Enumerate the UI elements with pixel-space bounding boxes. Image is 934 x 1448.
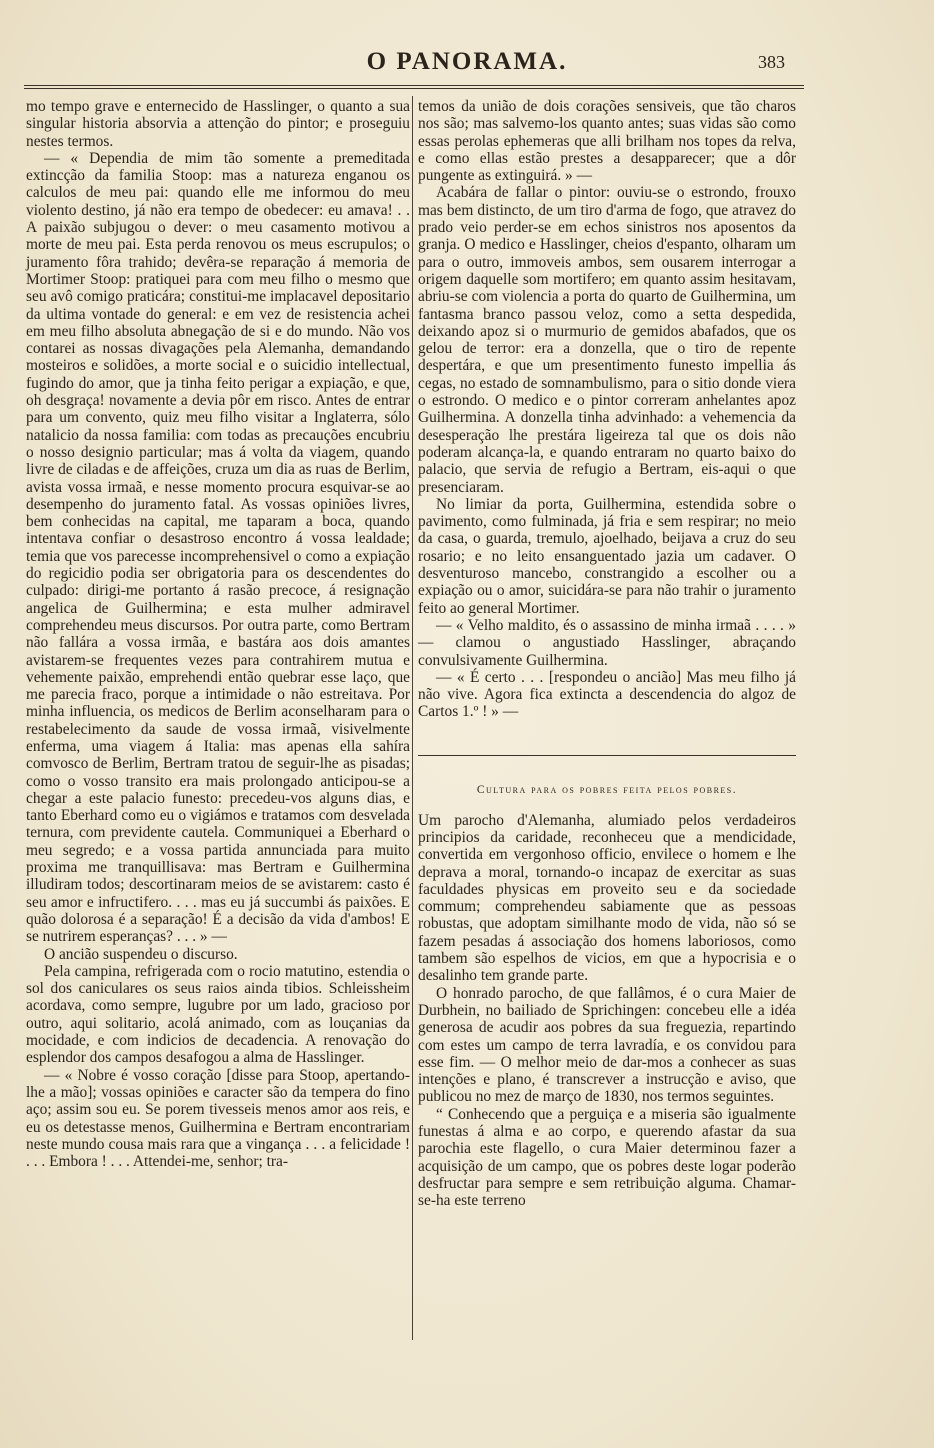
paragraph: No limiar da porta, Guilhermina, estendida sobre o pavimento, como fulminada, já fria e sem respirar; no meio da casa, o guarda, tremulo, ajoelhado, beijava a cruz do seu rosario; e no leito ensanguentado jazia um cadaver. O desventuroso mancebo, constrangido a escolher ou a expiação ou o amor, suicidára-se para não trahir o juramento feito ao general Mortimer. [418, 495, 796, 617]
paragraph: O honrado parocho, de que fallâmos, é o cura Maier de Durbhein, no bailiado de Sprichingen: concebeu elle a idéa generosa de acudir aos pobres da sua freguezia, repartindo com estes um campo de terra lavradía, e os convidou para esse fim. — O melhor meio de dar-mos a conhecer as suas intenções e plano, é transcrever a instrucção e aviso, que publicou no mez de março de 1830, nos termos seguintes. [418, 984, 796, 1106]
right-column [418, 98, 796, 1210]
section-title: Cultura para os pobres feita pelos pobres. [476, 783, 738, 796]
paragraph: “ Conhecendo que a perguiça e a miseria são igualmente funestas á alma e ao corpo, e querendo afastar da sua parochia este flagello, o cura Maier determinou fazer a acquisição de um campo, que os pobres deste logar poderão desfructar para sempre e sem retribuição alguma. Chamar-se-ha este terreno [418, 1105, 796, 1210]
paragraph: O ancião suspendeu o discurso. [44, 945, 238, 963]
paragraph: — « Velho maldito, és o assassino de minha irmaã . . . . » — clamou o angustiado Hasslinger, abraçando convulsivamente Guilhermina. [418, 616, 796, 669]
section-rule [418, 755, 796, 756]
header-rule-double [24, 88, 804, 89]
header-rule [24, 85, 804, 86]
paragraph: Pela campina, refrigerada com o rocio matutino, estendia o sol dos caniculares os seus raios ainda tibios. Schleissheim acordava, como sempre, lugubre por um lado, gracioso por outro, aqui solitario, acolá animado, com as louçanias da mocidade, e com indicios de decadencia. A renovação do esplendor dos campos desafogou a alma de Hasslinger. [26, 962, 410, 1067]
paragraph: — « Dependia de mim tão somente a premeditada extincção da familia Stoop: mas a natureza enganou os calculos de meu pai: quando elle me informou do meu violento destino, já não era tempo de obedecer: eu amava! . . A paixão subjugou o dever: o meu casamento motivou a morte de meu pai. Esta perda renovou os meus escrupulos; o juramento fôra trahido; devêra-se reparação á memoria de Mortimer Stoop: pratiquei para com meu filho o mesmo que seu avô comigo praticára; constitui-me implacavel depositario da ultima vontade do general: e em vez de resistencia achei em meu filho absoluta abnegação de si e do mundo. Não vos contarei as nossas divagações pela Alemanha, demandando mosteiros e solidões, a morte social e o suicidio intellectual, fugindo do amor, que ja tinha feito perigar a expiação, e que, oh desgraça! novamente a devia pôr em risco. Antes de entrar para um convento, quiz meu filho visitar a Inglaterra, sólo natalicio da nossa familia: com todas as precauções encubriu o nosso designio particular; mas á volta da viagem, quando livre de ciladas e de affeições, cruza um dia as ruas de Berlim, avista vossa irmaã, e nesse momento procura esquivar-se ao desempenho do juramento fatal. As vossas opiniões livres, bem conhecidas na capital, me taparam a boca, quando intentava confiar o desastroso encontro á vossa lealdade; temia que vos parecesse incomprehensivel o como a expiação do regicidio podia ser obrigatoria para os descendentes do culpado: dirigi-me portanto á rasão precoce, á resignação angelica de Guilhermina; e esta mulher admiravel comprehendeu meus discursos. Por outra parte, como Bertram não fallára a vossa irmãa, e bastára aos dois amantes avistarem-se frequentes vezes para contrahirem mutua e vehemente paixão, emprehendi então quebrar esse laço, que me parecia fraco, porque a intimidade o não estreitava. Por minha influencia, os medicos de Berlim aconselharam para o restabelecimento da saude de vossa irmaã, visivelmente enferma, uma viagem á Italia: mas apenas ella sahíra comvosco de Berlim, Bertram tratou de seguir-lhe as pisadas; como o vosso transito era mais prolongado anticipou-se a chegar a este palacio funesto: precedeu-vos alguns dias, e tanto Eberhard como eu o vigiámos e tratamos com desvelada ternura, com previdente cautela. Communiquei a Eberhard o meu segredo; e a vossa partida annunciada para muito proxima me tranquillisava: mas Bertram e Guilhermina illudiram todos; descortinaram meios de se avistarem: casto é seu amor e infructifero. . . . mas eu já succumbi ás paixões. E quão dolorosa é a separação! É a decisão da vida d'ambos! E se nutrirem esperanças? . . . » — [26, 149, 410, 946]
paragraph: Um parocho d'Alemanha, alumiado pelos verdadeiros principios da caridade, reconheceu que a mendicidade, convertida em vergonhoso officio, envilece o homem e lhe deprava a moral, tornando-o incapaz de exercitar as suas faculdades physicas em proveito seu e da sociedade commum; comprehendeu sabiamente que as pessoas robustas, que adoptam similhante modo de vida, não só se fazem pesadas á associação dos homens laboriosos, como tambem são espelhos de vicios, em que a hypocrisia e o desalinho tem grande parte. [418, 811, 796, 985]
masthead-title: O PANORAMA. [366, 48, 568, 75]
column-divider [412, 96, 413, 1340]
left-column [26, 98, 410, 1170]
paragraph: mo tempo grave e enternecido de Hasslinger, o quanto a sua singular historia absorvia a attenção do pintor; e proseguiu nestes termos. [26, 98, 410, 150]
paragraph: — « É certo . . . [respondeu o ancião] Mas meu filho já não vive. Agora fica extincta a descendencia do algoz de Cartos 1.º ! » — [418, 668, 796, 721]
page-number: 383 [758, 52, 785, 72]
paragraph: Acabára de fallar o pintor: ouviu-se o estrondo, frouxo mas bem distincto, de um tiro d'arma de fogo, que atravez do prado veio perder-se em echos sinistros nos aposentos da granja. O medico e Hasslinger, cheios d'espanto, olharam um para o outro, immoveis ambos, sem ousarem interrogar a origem daquelle som mortifero; em quanto assim hesitavam, abriu-se com violencia a porta do quarto de Guilhermina, um fantasma branco passou veloz, como a setta despedida, deixando apoz si o murmurio de gemidos abafados, que os gelou de terror: era a donzella, que o tiro de repente despertára, e que um presentimento funesto impellia ás cegas, no estado de somnambulismo, para o sitio donde viera o estrondo. O medico e o pintor correram anhelantes apoz Guilhermina. A donzella tinha advinhado: a vehemencia da desesperação lhe prestára ligeireza tal que os dois não poderam alcança-la, e quando entraram no quarto baixo do palacio, que servia de refugio a Bertram, eis-aqui o que presenciaram. [418, 184, 796, 496]
paragraph: — « Nobre é vosso coração [disse para Stoop, apertando-lhe a mão]; vossas opiniões e caracter são da tempera do fino aço; assim sou eu. Se porem tivesseis menos amor aos reis, e eu os detestasse menos, Guilhermina e Bertram encontrariam neste mundo cousa mais rara que a vingança . . . a felicidade ! . . . Embora ! . . . Attendei-me, senhor; tra- [26, 1066, 410, 1171]
paragraph: temos da união de dois corações sensiveis, que tão charos nos são; mas salvemo-los quanto antes; suas vidas são como essas perolas ephemeras que alli brilham nos topes da relva, e como ellas estão prestes a desapparecer; que a dôr pungente as extinguirá. » — [418, 98, 796, 185]
